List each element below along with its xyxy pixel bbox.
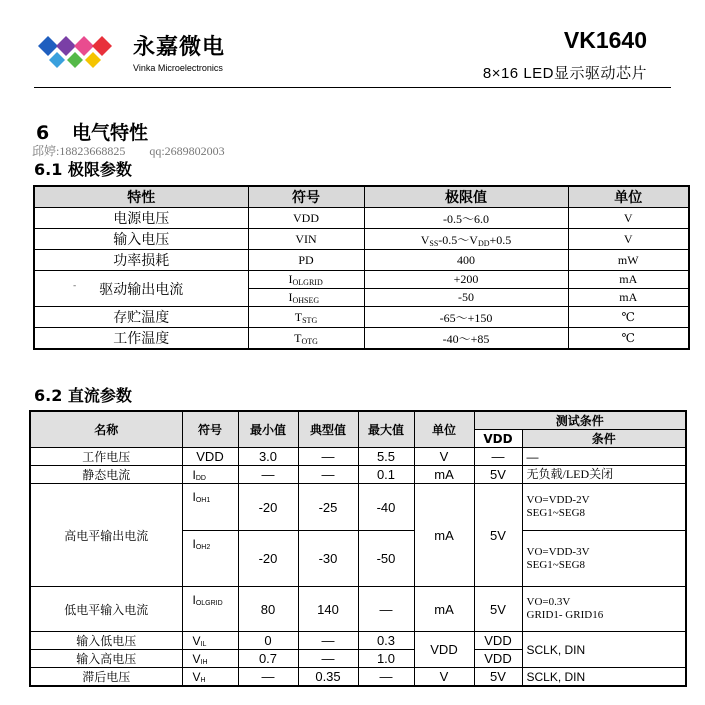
cell-typ: 140 bbox=[298, 587, 358, 632]
cell-condition: VO=VDD-2V SEG1~SEG8 bbox=[522, 484, 686, 531]
cell-vdd: 5V bbox=[474, 587, 522, 632]
cell-limit: -50 bbox=[364, 289, 568, 307]
cell-symbol: $I_{DD}$ bbox=[182, 466, 238, 484]
header-test-conditions: 测试条件 bbox=[474, 411, 686, 430]
cell-max: 0.1 bbox=[358, 466, 414, 484]
header-vdd: VDD bbox=[474, 430, 522, 448]
cell-limit: $V_{SS}-0.5\sim V_{DD}+0.5$ bbox=[364, 229, 568, 250]
cell-symbol: VDD bbox=[248, 208, 364, 229]
cell-min: — bbox=[238, 668, 298, 687]
cell-symbol: $I_{OH2}$ bbox=[182, 531, 238, 587]
cell-symbol: $V_{IL}$ bbox=[182, 632, 238, 650]
cell-vdd: VDD bbox=[474, 632, 522, 650]
cell-symbol: $I_{OH1}$ bbox=[182, 484, 238, 531]
header-typ: 典型值 bbox=[298, 411, 358, 448]
contact-phone: 邱婷:18823668825 bbox=[32, 144, 126, 158]
table-row bbox=[34, 328, 689, 350]
cell-unit: mW bbox=[568, 250, 689, 271]
table-row bbox=[34, 208, 689, 229]
cell-symbol: $V_{IH}$ bbox=[182, 650, 238, 668]
table-row bbox=[34, 250, 689, 271]
cell-typ: — bbox=[298, 466, 358, 484]
cell-unit: mA bbox=[414, 466, 474, 484]
brand-name-en: Vinka Microelectronics bbox=[133, 63, 223, 73]
cell-name: 工作电压 bbox=[30, 448, 182, 466]
cell-characteristic: 存贮温度 bbox=[34, 307, 248, 328]
cell-limit: -0.5～6.0 bbox=[364, 208, 568, 229]
cell-symbol: PD bbox=[248, 250, 364, 271]
dc-parameters-table bbox=[29, 410, 687, 687]
cell-limit: 400 bbox=[364, 250, 568, 271]
cell-min: -20 bbox=[238, 484, 298, 531]
cell-max: -40 bbox=[358, 484, 414, 531]
cell-unit: V bbox=[568, 208, 689, 229]
cell-symbol: $I_{OHSEG}$ bbox=[248, 289, 364, 307]
header-min: 最小值 bbox=[238, 411, 298, 448]
cell-symbol: VDD bbox=[182, 448, 238, 466]
table-row bbox=[30, 668, 686, 687]
cell-characteristic: 功率损耗 bbox=[34, 250, 248, 271]
header-unit: 单位 bbox=[568, 186, 689, 208]
header-limit: 极限值 bbox=[364, 186, 568, 208]
table-row bbox=[30, 632, 686, 650]
cell-min: 0 bbox=[238, 632, 298, 650]
cell-unit: VDD bbox=[414, 632, 474, 668]
cell-characteristic: 输入电压 bbox=[34, 229, 248, 250]
header-max: 最大值 bbox=[358, 411, 414, 448]
cell-max: — bbox=[358, 668, 414, 687]
cell-unit: mA bbox=[568, 289, 689, 307]
cell-characteristic: 电源电压 bbox=[34, 208, 248, 229]
cell-typ: -30 bbox=[298, 531, 358, 587]
cell-unit: V bbox=[414, 448, 474, 466]
header-unit: 单位 bbox=[414, 411, 474, 448]
cell-typ: — bbox=[298, 632, 358, 650]
cell-limit: -65～+150 bbox=[364, 307, 568, 328]
section-number: 6 bbox=[36, 122, 50, 144]
cell-max: 5.5 bbox=[358, 448, 414, 466]
cell-unit: ℃ bbox=[568, 307, 689, 328]
company-logo bbox=[38, 30, 128, 76]
cell-vdd: 5V bbox=[474, 484, 522, 587]
cell-unit: mA bbox=[414, 587, 474, 632]
cell-condition: — bbox=[522, 448, 686, 466]
cell-unit: mA bbox=[568, 271, 689, 289]
table-row bbox=[34, 271, 689, 289]
cell-vdd: 5V bbox=[474, 668, 522, 687]
section-6-1-heading: 6.1 极限参数 bbox=[34, 160, 132, 179]
table-row bbox=[30, 587, 686, 632]
table-header-row bbox=[30, 411, 686, 430]
cell-min: 80 bbox=[238, 587, 298, 632]
cell-min: 0.7 bbox=[238, 650, 298, 668]
header-divider bbox=[34, 87, 671, 88]
cell-symbol: $T_{STG}$ bbox=[248, 307, 364, 328]
cell-name: 滞后电压 bbox=[30, 668, 182, 687]
side-mark: - bbox=[73, 281, 77, 291]
cell-max: — bbox=[358, 587, 414, 632]
cell-condition: SCLK, DIN bbox=[522, 632, 686, 668]
cell-min: 3.0 bbox=[238, 448, 298, 466]
table-row bbox=[30, 466, 686, 484]
cell-name: 高电平输出电流 bbox=[30, 484, 182, 587]
limit-parameters-table bbox=[33, 185, 690, 350]
table-row bbox=[30, 448, 686, 466]
document-subtitle: 8×16 LED显示驱动芯片 bbox=[482, 65, 647, 82]
section-6-heading bbox=[36, 118, 148, 145]
table-row bbox=[34, 229, 689, 250]
cell-characteristic: 工作温度 bbox=[34, 328, 248, 350]
cell-typ: — bbox=[298, 650, 358, 668]
cell-max: 1.0 bbox=[358, 650, 414, 668]
cell-unit: V bbox=[414, 668, 474, 687]
table-header-row bbox=[34, 186, 689, 208]
cell-unit: V bbox=[568, 229, 689, 250]
cell-unit: ℃ bbox=[568, 328, 689, 350]
cell-vdd: — bbox=[474, 448, 522, 466]
cell-name: 输入高电压 bbox=[30, 650, 182, 668]
model-number: VK1640 bbox=[563, 27, 647, 53]
cell-vdd: 5V bbox=[474, 466, 522, 484]
header-name: 名称 bbox=[30, 411, 182, 448]
cell-vdd: VDD bbox=[474, 650, 522, 668]
cell-condition: SCLK, DIN bbox=[522, 668, 686, 687]
cell-condition: 无负载/LED关闭 bbox=[522, 466, 686, 484]
brand-name-cn: 永嘉微电 bbox=[133, 35, 226, 60]
cell-unit: mA bbox=[414, 484, 474, 587]
header-symbol: 符号 bbox=[248, 186, 364, 208]
cell-min: — bbox=[238, 466, 298, 484]
cell-symbol: $T_{OTG}$ bbox=[248, 328, 364, 350]
cell-max: 0.3 bbox=[358, 632, 414, 650]
cell-name: 输入低电压 bbox=[30, 632, 182, 650]
table-row bbox=[34, 307, 689, 328]
section-6-2-heading: 6.2 直流参数 bbox=[34, 386, 132, 405]
header-symbol: 符号 bbox=[182, 411, 238, 448]
cell-characteristic: 驱动输出电流 bbox=[34, 271, 248, 307]
cell-symbol: $V_H$ bbox=[182, 668, 238, 687]
cell-typ: 0.35 bbox=[298, 668, 358, 687]
header-condition: 条件 bbox=[522, 430, 686, 448]
cell-name: 低电平输入电流 bbox=[30, 587, 182, 632]
cell-max: -50 bbox=[358, 531, 414, 587]
contact-qq: qq:2689802003 bbox=[149, 144, 225, 158]
cell-symbol: $I_{OLGRID}$ bbox=[182, 587, 238, 632]
cell-name: 静态电流 bbox=[30, 466, 182, 484]
cell-symbol: VIN bbox=[248, 229, 364, 250]
cell-min: -20 bbox=[238, 531, 298, 587]
section-title: 电气特性 bbox=[72, 122, 149, 144]
cell-symbol: $I_{OLGRID}$ bbox=[248, 271, 364, 289]
cell-limit: +200 bbox=[364, 271, 568, 289]
cell-condition: VO=0.3V GRID1- GRID16 bbox=[522, 587, 686, 632]
cell-condition: VO=VDD-3V SEG1~SEG8 bbox=[522, 531, 686, 587]
cell-typ: -25 bbox=[298, 484, 358, 531]
table-row bbox=[30, 484, 686, 531]
cell-limit: -40～+85 bbox=[364, 328, 568, 350]
cell-typ: — bbox=[298, 448, 358, 466]
header-characteristic: 特性 bbox=[34, 186, 248, 208]
